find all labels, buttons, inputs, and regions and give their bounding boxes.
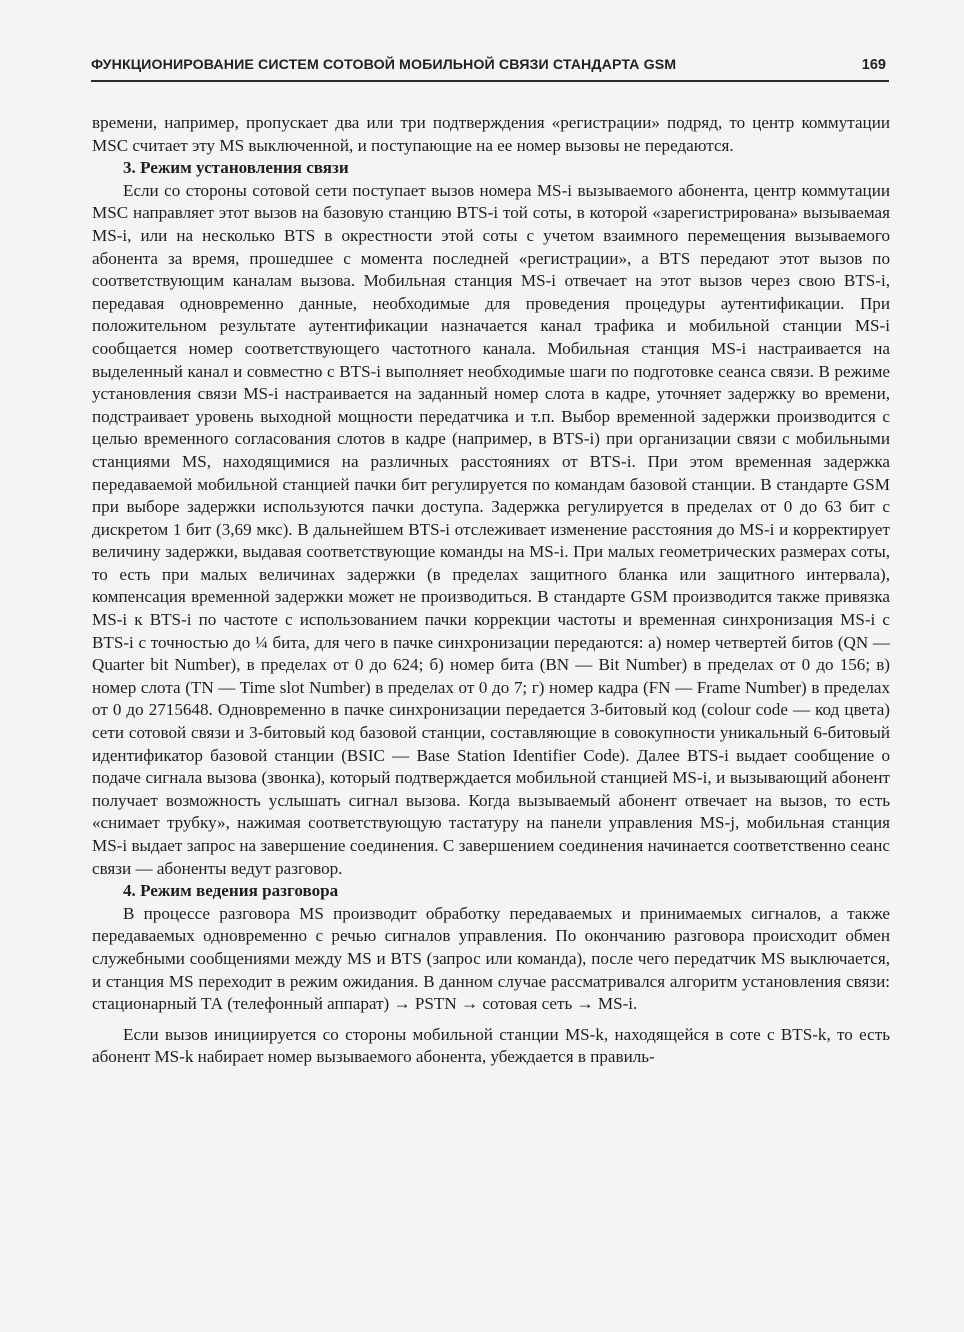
paragraph-conversation-mode: В процессе разговора MS производит обработку передаваемых и принимаемых сигналов, а также передаваемых одновременно с речью сигналов управления. По окончанию разговора происходит обмен служебными сообщениями между MS и BTS (запрос или команда), после чего передатчик MS выключается, и станция MS переходит в режим ожидания. В данном случае рассматривался алгоритм установления связи: стационарный ТА (телефонный аппарат) → PSTN → сотовая сеть → MS-i. bbox=[92, 903, 890, 1014]
running-header-title: ФУНКЦИОНИРОВАНИЕ СИСТЕМ СОТОВОЙ МОБИЛЬНОЙ СВЯЗИ СТАНДАРТА GSM bbox=[91, 57, 677, 73]
section-heading-conversation-mode: 4. Режим ведения разговора bbox=[123, 881, 339, 901]
page-number: 169 bbox=[861, 57, 886, 73]
paragraph-mobile-initiated: Если вызов инициируется со стороны мобильной станции MS-k, находящейся в соте с BTS-k, то есть абонент MS-k набирает номер вызываемого абонента, убеждается в правиль- bbox=[92, 1024, 890, 1067]
running-header bbox=[91, 54, 889, 82]
page-body bbox=[92, 112, 890, 1069]
section-heading-connection-setup: 3. Режим установления связи bbox=[123, 158, 349, 178]
continuation-paragraph: времени, например, пропускает два или три подтверждения «регистрации» подряд, то центр коммутации MSC считает эту MS выключенной, и поступающие на ее номер вызовы не передаются. bbox=[92, 113, 890, 155]
paragraph-connection-setup: Если со стороны сотовой сети поступает вызов номера MS-i вызываемого абонента, центр коммутации MSC направляет этот вызов на базовую станцию BTS-i той соты, в которой «зарегистрирована» вызываемая MS-i, или на несколько BTS в окрестности этой соты с учетом взаимного перемещения вызываемого абонента за время, прошедшее с момента последней «регистрации», а BTS передают этот вызов по соответствующим каналам вызова. Мобильная станция MS-i отвечает на этот вызов через свою BTS-i, передавая одновременно данные, необходимые для проведения процедуры аутентификации. При положительном результате аутентификации назначается канал трафика и мобильной станции MS-i сообщается номер соответствующего частотного канала. Мобильная станция MS-i настраивается на выделенный канал и совместно с BTS-i выполняет необходимые шаги по подготовке сеанса связи. В режиме установления связи MS-i настраивается на заданный номер слота в кадре, уточняет задержку во времени, подстраивает уровень выходной мощности передатчика и т.п. Выбор временной задержки производится с целью временного согласования слотов в кадре (например, в BTS-i) при организации связи с мобильными станциями MS, находящимися на различных расстояниях от BTS-i. При этом временная задержка передаваемой мобильной станцией пачки бит регулируется по командам базовой станции. В стандарте GSM при выборе задержки используются пачки доступа. Задержка регулируется в пределах от 0 до 63 бит с дискретом 1 бит (3,69 мкс). В дальнейшем BTS-i отслеживает изменение расстояния до MS-i и корректирует величину задержки, выдавая соответствующие команды на MS-i. При малых геометрических размерах соты, то есть при малых величинах задержки (в пределах защитного бланка или защитного интервала), компенсация временной задержки может не производиться. В стандарте GSM производится также привязка MS-i к BTS-i по частоте с использованием пачки коррекции частоты и временная синхронизация MS-i с BTS-i с точностью до ¼ бита, для чего в пачке синхронизации передаются: а) номер четвертей битов (QN — Quarter bit Number), в пределах от 0 до 624; б) номер бита (BN — Bit Number) в пределах от 0 до 156; в) номер слота (TN — Time slot Number) в пределах от 0 до 7; г) номер кадра (FN — Frame Number) в пределах от 0 до 2715648. Одновременно в пачке синхронизации передается 3-битовый код (colour code — код цвета) сети сотовой связи и 3-битовый код базовой станции, составляющие в совокупности уникальный 6-битовый идентификатор базовой станции (BSIC — Base Station Identifier Code). Далее BTS-i выдает сообщение о подаче сигнала вызова (звонка), который подтверждается мобильной станцией MS-i, и вызывающий абонент получает возможность услышать сигнал вызова. Когда вызываемый абонент отвечает на вызов, то есть «снимает трубку», нажимая соответствующую тастатуру на панели управления MS-j, мобильная станция MS-i выдает запрос на завершение соединения. С завершением соединения начинается соответственно сеанс связи — абоненты ведут разговор. bbox=[92, 180, 890, 878]
paragraph-gap bbox=[92, 1016, 890, 1024]
